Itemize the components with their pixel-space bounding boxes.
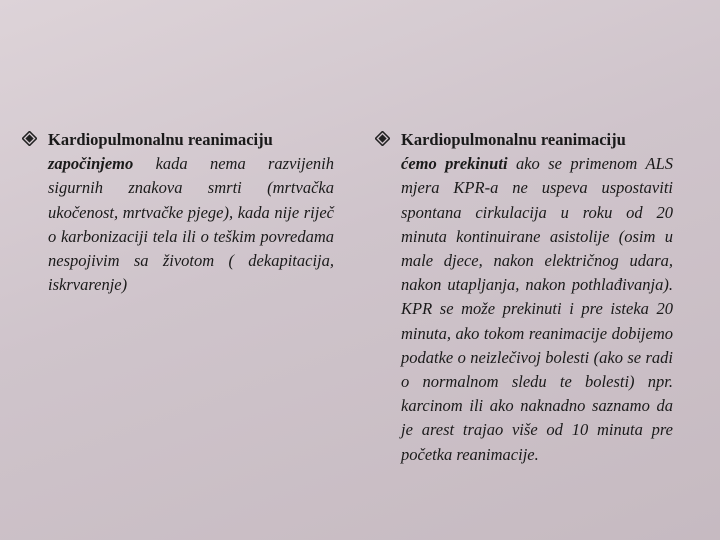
- bullet-body: ako se primenom ALS mjera KPR-a ne uspeva uspostaviti spontana cirkulacija u roku od 20 minuta kontinuirane asistolije (osim u male djece, nakon električnog udara, nakon utapljanja, nakon pothlađivanja). KPR se može prekinuti i pre isteka 20 minuta, ako tokom reanimacije dobijemo podatke o neizlečivoj bolesti (ako se radi o normalnom sledu te bolesti) npr. karcinom ili ako naknadno saznamo da je arest trajao više od 10 minuta pre početka reanimacije.: [401, 154, 673, 464]
- bullet-term: Kardiopulmonalnu reanimaciju: [401, 130, 626, 149]
- right-column: [375, 128, 673, 467]
- bullet-emphasis: ćemo prekinuti: [401, 154, 508, 174]
- bullet-body: kada nema razvijenih sigurnih znakova smrti (mrtvačka ukočenost, mrtvačke pjege), kada nije riječ o karbonizaciji tela ili o teškim povredama nespojivim sa životom ( dekapitacija, iskrvarenje): [48, 154, 334, 295]
- diamond-bullet-icon: [375, 131, 390, 146]
- bullet-emphasis: započinjemo: [48, 154, 134, 174]
- bullet-item-stop: [375, 128, 673, 467]
- bullet-item-start: [22, 128, 334, 297]
- bullet-term: Kardiopulmonalnu reanimaciju: [48, 130, 273, 149]
- left-column: [22, 128, 334, 297]
- diamond-bullet-icon: [22, 131, 37, 146]
